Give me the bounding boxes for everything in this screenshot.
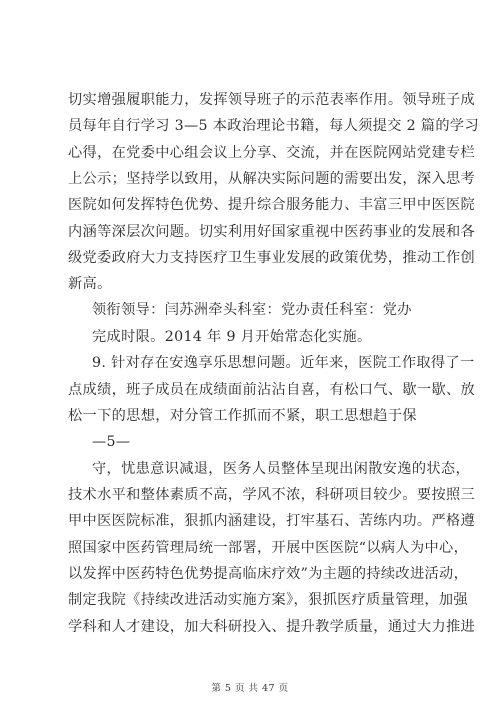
body-text-line: 制定我院《持续改进活动实施方案》，狠抓医疗质量管理，加强: [68, 592, 468, 608]
body-text-line: 级党委政府大力支持医疗卫生事业发展的政策优势，推动工作创: [68, 250, 476, 266]
lead-leader-line: 领衔领导：闫苏洲牵头科室：党办责任科室：党办: [92, 302, 412, 318]
section-heading-line: 9. 针对存在安逸享乐思想问题。近年来，医院工作取得了一: [92, 355, 475, 371]
body-text-line: 员每年自行学习 3—5 本政治理论书籍，每人须提交 2 篇的学习: [68, 118, 480, 134]
inline-page-marker: —5—: [92, 434, 131, 450]
body-text-line: 内涵等深层次问题。切实利用好国家重视中医药事业的发展和各: [68, 224, 476, 240]
body-text-line: 学科和人才建设，加大科研投入、提升教学质量，通过大力推进: [68, 619, 476, 635]
body-text-line: 松一下的思想，对分管工作抓而不紧，职工思想趋于保: [68, 408, 417, 424]
body-text-line: 守，忧患意识减退，医务人员整体呈现出闲散安逸的状态，: [92, 461, 470, 477]
body-text-line: 照国家中医药管理局统一部署，开展中医医院“以病人为中心，: [68, 540, 469, 556]
body-text-line: 以发挥中医药特色优势提高临床疗效”为主题的持续改进活动，: [68, 566, 469, 582]
body-text-line: 甲中医医院标准，狠抓内涵建设，打牢基石、苦练内功。严格遵: [68, 513, 476, 529]
body-text-line: 上公示；坚持学以致用，从解决实际问题的需要出发，深入思考: [68, 171, 476, 187]
body-text-line: 心得，在党委中心组会议上分享、交流，并在医院网站党建专栏: [68, 145, 476, 161]
page-footer: 第 5 页 共 47 页: [211, 683, 289, 694]
body-text-line: 切实增强履职能力，发挥领导班子的示范表率作用。领导班子成: [68, 92, 476, 108]
deadline-line: 完成时限。2014 年 9 月开始常态化实施。: [92, 329, 372, 345]
body-text-line: 新高。: [68, 276, 112, 292]
body-text-line: 技术水平和整体素质不高，学风不浓，科研项目较少。要按照三: [68, 487, 476, 503]
body-text-line: 点成绩，班子成员在成绩面前沾沾自喜，有松口气、歇一歇、放: [68, 382, 476, 398]
body-text-line: 医院如何发挥特色优势、提升综合服务能力、丰富三甲中医医院: [68, 197, 476, 213]
